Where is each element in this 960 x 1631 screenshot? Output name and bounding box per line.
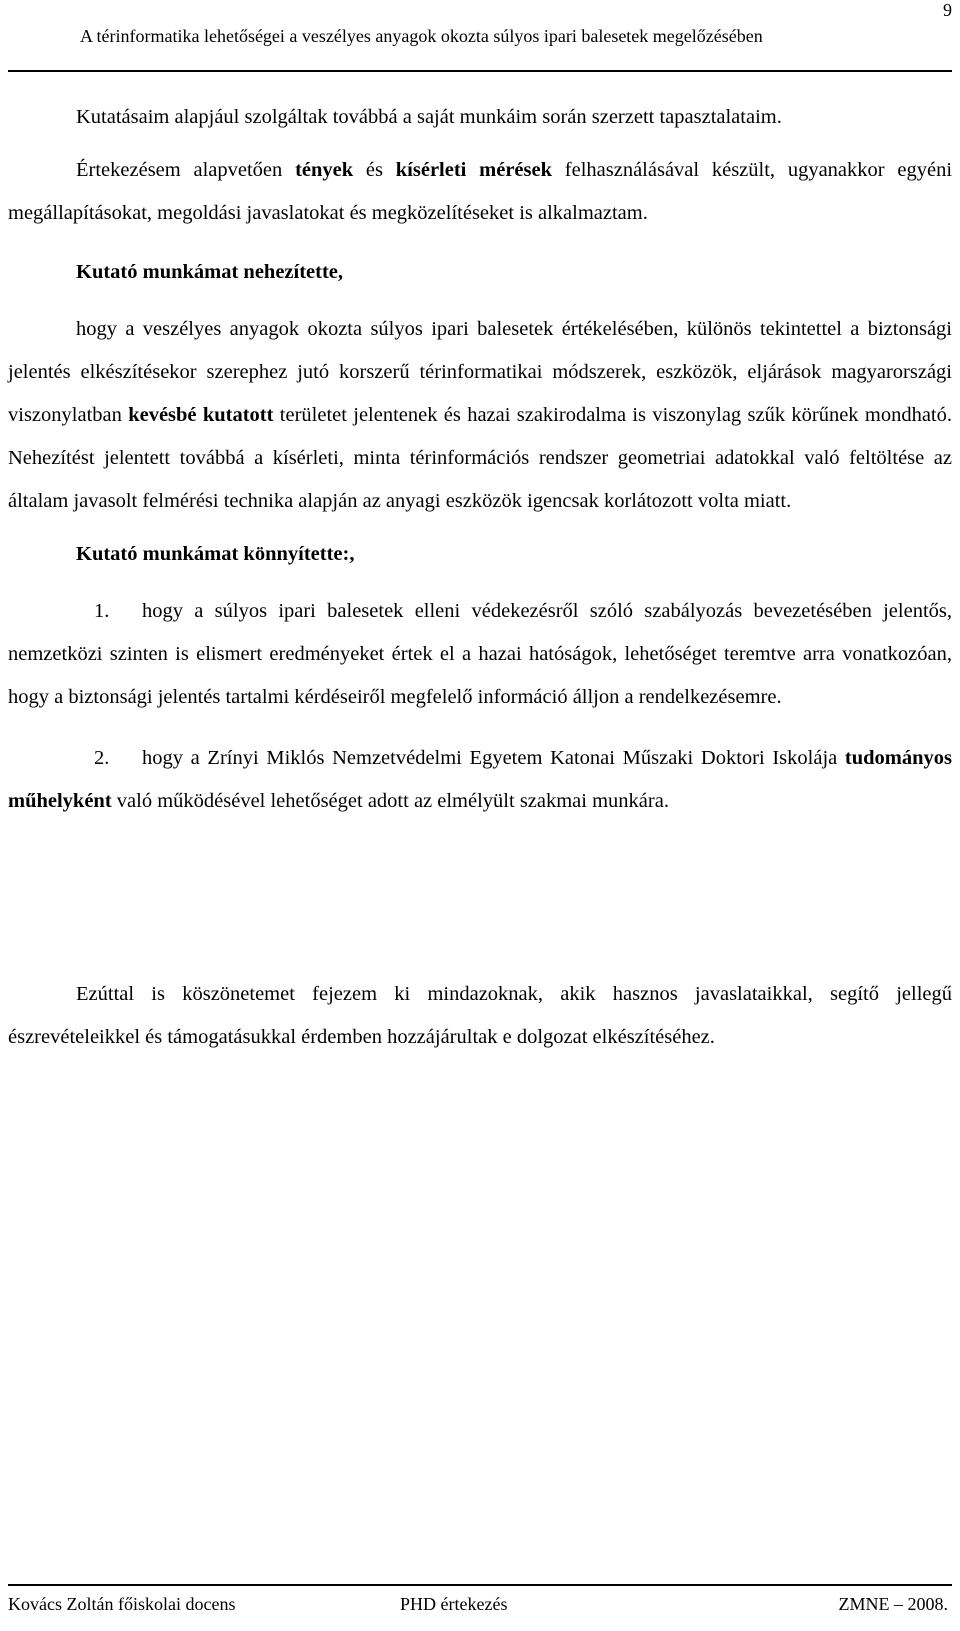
page-number: 9 [943,0,952,20]
text-run: és [353,159,396,181]
running-header: A térinformatika lehetőségei a veszélyes anyagok okozta súlyos ipari balesetek megelőzésében [80,26,763,46]
text-run: hogy a Zrínyi Miklós Nemzetvédelmi Egyetem Katonai Műszaki Doktori Iskolája [142,747,845,769]
header-divider [8,70,952,72]
paragraph-acknowledgement: Ezúttal is köszönetemet fejezem ki mindazoknak, akik hasznos javaslataikkal, segítő jellegű észrevételeikkel és támogatásukkal érdemben hozzájárultak e dolgozat elkészítéséhez. [8,983,952,1048]
bold-phrase-scientific-workshop: tudományos műhelyként [8,747,952,812]
heading-facilitators: Kutató munkámat könnyítette:, [76,543,355,565]
document-body [8,96,952,1059]
text-run: való működésével lehetőséget adott az elmélyült szakmai munkára. [111,790,669,812]
footer-document-type: PHD értekezés [400,1594,508,1614]
footer-author: Kovács Zoltán főiskolai docens [8,1594,236,1614]
bold-phrase-facts: tények [295,159,354,181]
bold-phrase-experimental-measurements: kísérleti mérések [395,159,552,181]
text-run: területet jelentenek és hazai szakirodalma is viszonylag szűk körűnek mondható. Nehezítést jelentett továbbá a kísérleti, minta térinformációs rendszer geometriai adatokkal való feltöltése az általam javasolt felmérési technika alapján az anyagi eszközök igencsak korlátozott volta miatt. [8,404,952,512]
paragraph-methodology [8,149,952,235]
text-run: Értekezésem alapvetően [76,159,296,181]
footer-divider [8,1584,952,1586]
list-item-text: hogy a súlyos ipari balesetek elleni védekezésről szóló szabályozás bevezetésében jelentős, nemzetközi szinten is elismert eredményeket értek el a hazai hatóságok, lehetőséget teremtve arra vonatkozóan, hogy a biztonsági jelentés tartalmi kérdéseiről megfelelő információ álljon a rendelkezésemre. [8,600,952,708]
text-run: hogy a veszélyes anyagok okozta súlyos ipari balesetek értékelésében, különös tekintettel a biztonsági jelentés elkészítésekor szerephez jutó korszerű térinformatikai módszerek, eszközök, eljárások magyarországi viszonylatban [8,318,952,426]
list-number: 2. [94,747,110,769]
list-item-2 [8,737,952,823]
bold-phrase-less-researched: kevésbé kutatott [128,404,274,426]
footer-institution-year: ZMNE – 2008. [838,1594,948,1614]
list-item-1 [8,590,952,719]
paragraph-research-basis: Kutatásaim alapjául szolgáltak továbbá a saját munkáim során szerzett tapasztalataim. [76,106,782,128]
text-run: felhasználásával készült, ugyanakkor egyéni megállapításokat, megoldási javaslatokat és megközelítéseket is alkalmaztam. [8,159,953,224]
list-number: 1. [94,600,110,622]
heading-difficulties: Kutató munkámat nehezítette, [76,261,344,283]
paragraph-difficulties [8,308,952,523]
